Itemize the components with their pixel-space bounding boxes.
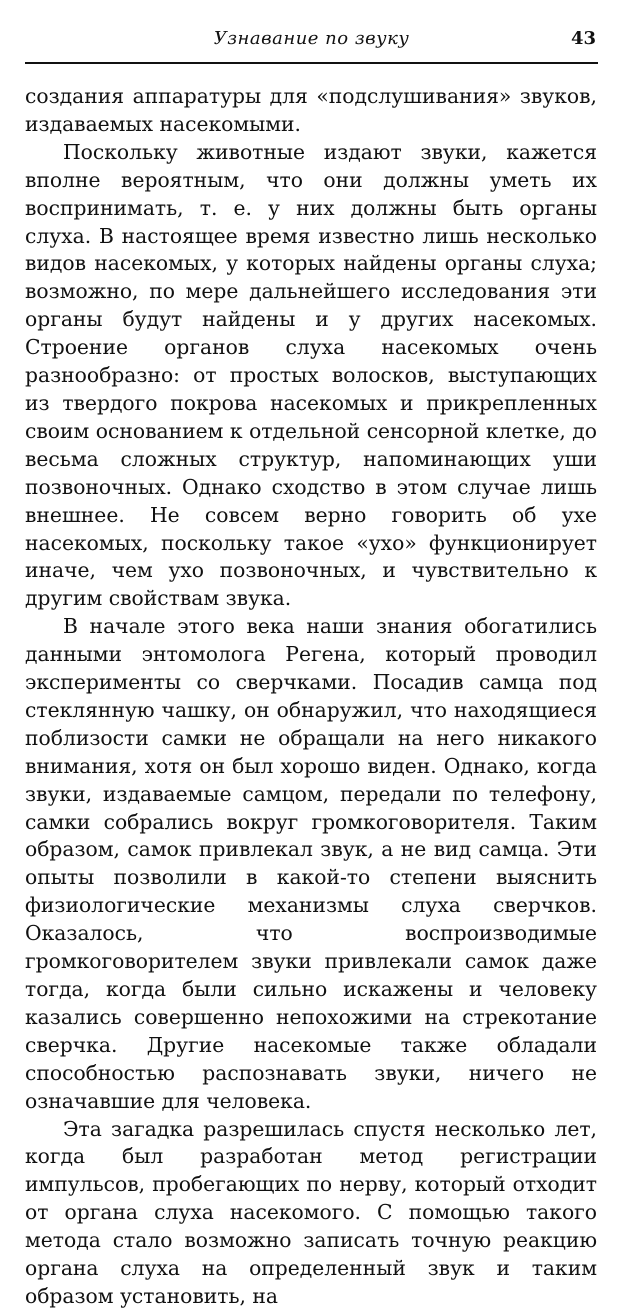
page-header: [25, 28, 598, 62]
paragraph-hearing-organs: Поскольку животные издают звуки, кажется вполне вероятным, что они должны уметь их воспринимать, т. е. у них должны быть органы слуха. В настоящее время известно лишь несколько видов насекомых, у которых найдены органы слуха; возможно, по мере дальнейшего исследования эти органы будут найдены и у других насекомых. Строение органов слуха насекомых очень разнообразно: от простых волосков, выступающих из твердого покрова насекомых и прикрепленных своим основанием к отдельной сенсорной клетке, до весьма сложных структур, напоминающих уши позвоночных. Однако сходство в этом случае лишь внешнее. Не совсем верно говорить об ухе насекомых, поскольку такое «ухо» функционирует иначе, чем ухо позвоночных, и чувствительно к другим свойствам звука.: [25, 139, 597, 611]
paragraph-continuation: создания аппаратуры для «подслушивания» звуков, издаваемых насекомыми.: [25, 84, 597, 136]
paragraph-regen-experiments: В начале этого века наши знания обогатились данными энтомолога Регена, который проводил эксперименты со сверчками. Посадив самца под стеклянную чашку, он обнаружил, что находящиеся поблизости самки не обращали на него никакого внимания, хотя он был хорошо виден. Однако, когда звуки, издаваемые самцом, передали по телефону, самки собрались вокруг громкоговорителя. Таким образом, самок привлекал звук, а не вид самца. Эти опыты позволили в какой-то степени выяснить физиологические механизмы слуха сверчков. Оказалось, что воспроизводимые громкоговорителем звуки привлекали самок даже тогда, когда были сильно искажены и человеку казались совершенно непохожими на стрекотание сверчка. Другие насекомые также обладали способностью распознавать звуки, ничего не означавшие для человека.: [25, 614, 597, 1113]
page-number: 43: [570, 28, 596, 49]
header-rule: [25, 62, 598, 64]
body-text: [25, 83, 597, 1311]
running-title: Узнавание по звуку: [213, 28, 410, 49]
paragraph-nerve-method: Эта загадка разрешилась спустя несколько лет, когда был разработан метод регистрации импульсов, пробегающих по нерву, который отходит от органа слуха насекомого. С помощью такого метода стало возможно записать точную реакцию органа слуха на определенный звук и таким образом установить, на: [25, 1116, 597, 1308]
